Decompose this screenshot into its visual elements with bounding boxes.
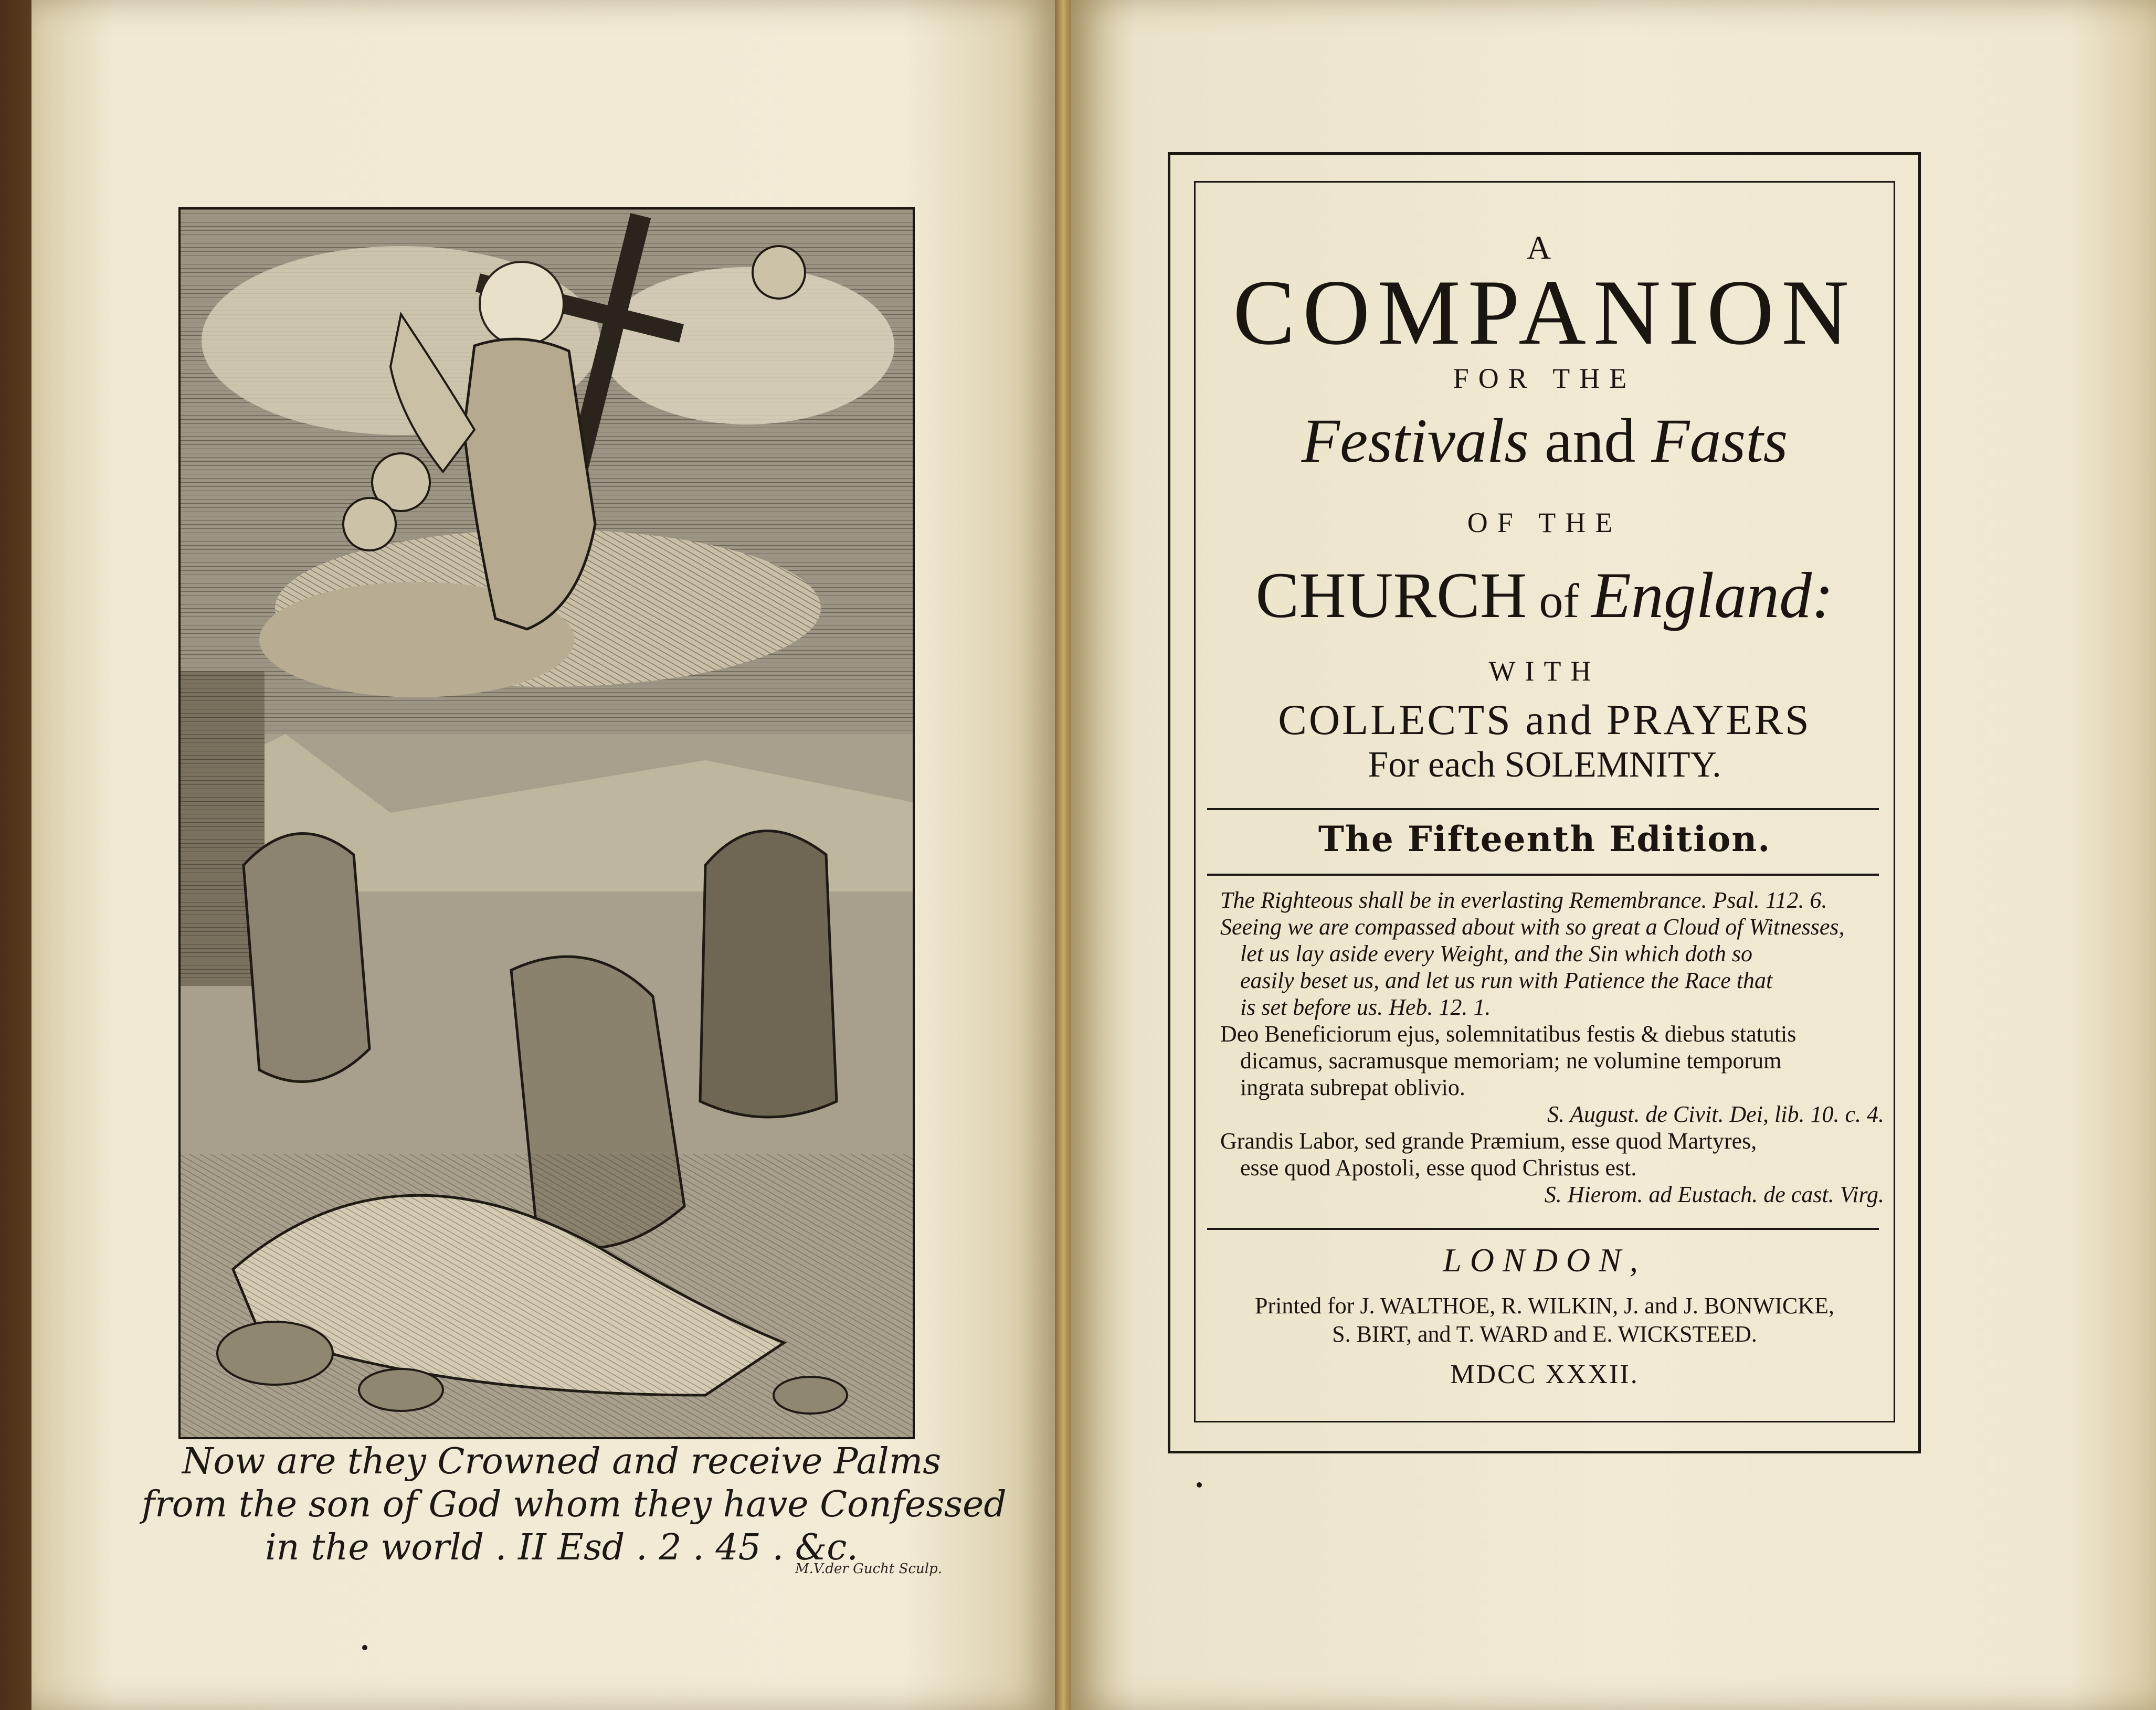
title-of-the: OF THE xyxy=(1467,507,1622,538)
epigraph-line: Grandis Labor, sed grande Præmium, esse quod Martyres, xyxy=(1220,1128,1757,1154)
ink-speck xyxy=(1197,1482,1202,1488)
title-festivals: Festivals xyxy=(1301,406,1529,475)
caption-line-3: in the world . II Esd . 2 . 45 . &c. xyxy=(265,1527,858,1568)
rule-above-imprint xyxy=(1207,1228,1879,1230)
title-for-each: For each SOLEMNITY. xyxy=(1368,745,1721,785)
epigraph-line: easily beset us, and let us run with Patience the Race that xyxy=(1240,968,1773,993)
title-england: England: xyxy=(1591,559,1834,631)
title-companion: COMPANION xyxy=(1233,260,1856,364)
title-church: CHURCH xyxy=(1255,559,1527,631)
frontispiece-caption xyxy=(142,1440,1007,1569)
epigraph-line: The Righteous shall be in everlasting Remembrance. Psal. 112. 6. xyxy=(1220,887,1827,913)
epigraph-quotes xyxy=(1220,887,1884,1208)
epigraph-line: ingrata subrepat oblivio. xyxy=(1240,1075,1465,1100)
epigraph-line: Seeing we are compassed about with so great a Cloud of Witnesses, xyxy=(1220,914,1845,940)
caption-line-2: from the son of God whom they have Confessed xyxy=(142,1484,1007,1525)
ink-speck xyxy=(362,1645,367,1650)
title-article: A xyxy=(1526,229,1563,266)
engraver-signature: M.V.der Gucht Sculp. xyxy=(795,1561,942,1577)
title-with: WITH xyxy=(1488,655,1601,687)
edition-statement: The Fifteenth Edition. xyxy=(1318,819,1771,859)
imprint-city: LONDON, xyxy=(1443,1241,1646,1279)
epigraph-line: S. August. de Civit. Dei, lib. 10. c. 4. xyxy=(1547,1101,1884,1127)
rule-below-edition xyxy=(1207,874,1879,876)
frontispiece-engraving xyxy=(178,207,915,1439)
rule-above-edition xyxy=(1207,808,1879,810)
imprint-printers-1: Printed for J. WALTHOE, R. WILKIN, J. and J. BONWICKE, xyxy=(1255,1293,1834,1319)
epigraph-line: dicamus, sacramusque memoriam; ne volumine temporum xyxy=(1240,1048,1782,1074)
title-for-the: FOR THE xyxy=(1453,363,1636,394)
imprint-date: MDCC XXXII. xyxy=(1450,1359,1639,1389)
title-fasts: Fasts xyxy=(1651,406,1788,475)
title-church-line xyxy=(1194,556,1895,640)
epigraph-line: S. Hierom. ad Eustach. de cast. Virg. xyxy=(1544,1182,1884,1207)
title-and: and xyxy=(1528,406,1652,475)
epigraph-line: Deo Beneficiorum ejus, solemnitatibus festis & diebus statutis xyxy=(1220,1021,1796,1047)
epigraph-line: is set before us. Heb. 12. 1. xyxy=(1240,994,1491,1020)
title-of: of xyxy=(1527,574,1591,628)
epigraph-line: let us lay aside every Weight, and the Sin which doth so xyxy=(1240,941,1752,966)
caption-line-1: Now are they Crowned and receive Palms xyxy=(182,1441,942,1482)
epigraph-line: esse quod Apostoli, esse quod Christus est. xyxy=(1240,1155,1637,1181)
title-collects: COLLECTS and PRAYERS xyxy=(1278,696,1811,744)
imprint-printers-2: S. BIRT, and T. WARD and E. WICKSTEED. xyxy=(1332,1321,1757,1347)
title-festivals-line xyxy=(1194,404,1895,477)
